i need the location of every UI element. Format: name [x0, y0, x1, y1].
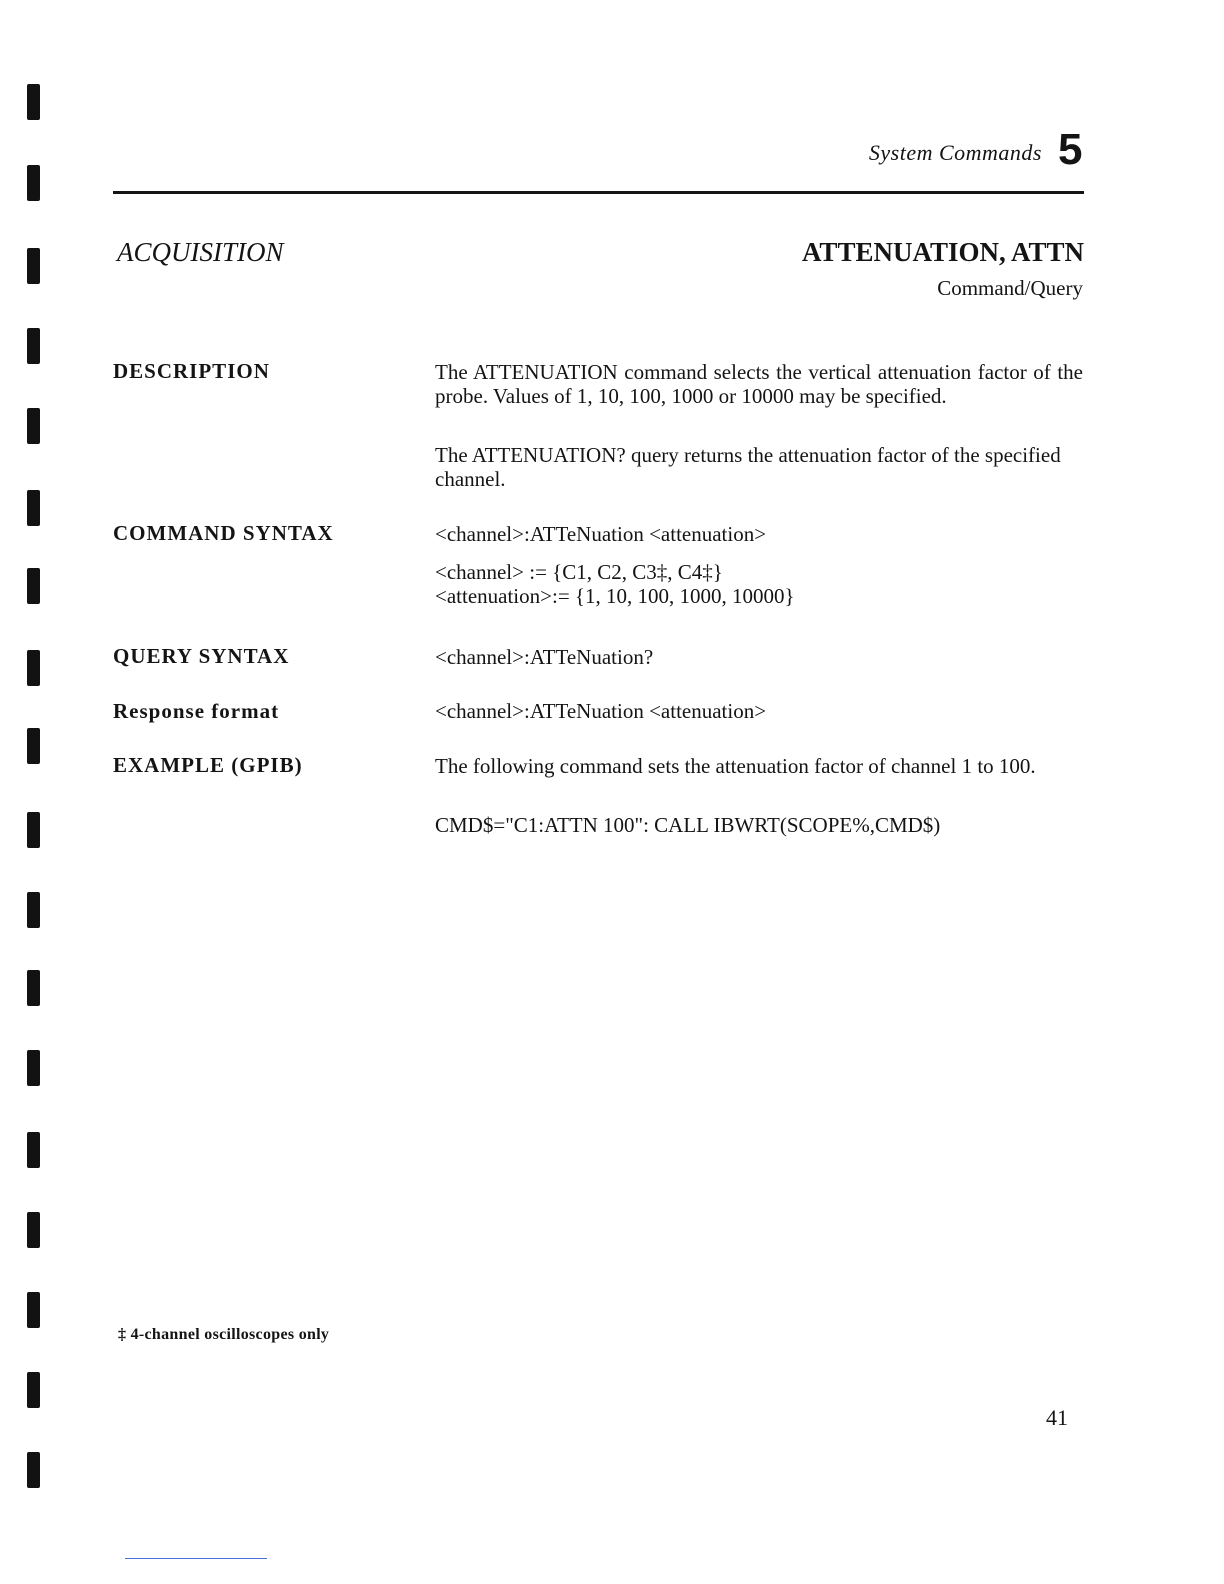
- header-rule: [113, 191, 1084, 194]
- command-type: Command/Query: [937, 276, 1083, 300]
- binder-hole: [27, 1050, 40, 1086]
- binder-hole: [27, 970, 40, 1006]
- description-label: DESCRIPTION: [113, 359, 270, 383]
- binder-hole: [27, 1372, 40, 1408]
- binder-hole: [27, 1292, 40, 1328]
- description-paragraph-2: The ATTENUATION? query returns the attenuation factor of the specified channel.: [435, 443, 1061, 491]
- command-syntax-text: <channel>:ATTeNuation <attenuation>: [435, 522, 767, 546]
- chapter-number: 5: [1058, 125, 1083, 174]
- command-syntax-definitions: [435, 560, 1083, 608]
- page-number: 41: [1046, 1405, 1068, 1430]
- example-code: CMD$="C1:ATTN 100": CALL IBWRT(SCOPE%,CMD$): [435, 813, 941, 837]
- binder-hole: [27, 650, 40, 686]
- binder-hole: [27, 812, 40, 848]
- binder-hole: [27, 490, 40, 526]
- binder-hole: [27, 568, 40, 604]
- section-name: ACQUISITION: [117, 237, 284, 267]
- scan-artifact-line: [125, 1558, 267, 1559]
- command-syntax-label: COMMAND SYNTAX: [113, 521, 334, 545]
- response-format-text: <channel>:ATTeNuation <attenuation>: [435, 699, 767, 723]
- binder-hole: [27, 408, 40, 444]
- query-syntax-label: QUERY SYNTAX: [113, 644, 290, 668]
- binder-hole: [27, 1452, 40, 1488]
- binder-hole: [27, 1212, 40, 1248]
- attenuation-definition: <attenuation>:= {1, 10, 100, 1000, 10000}: [435, 584, 795, 608]
- running-header-title: System Commands: [868, 140, 1042, 165]
- binder-hole: [27, 165, 40, 201]
- binder-hole: [27, 84, 40, 120]
- binder-hole: [27, 248, 40, 284]
- channel-definition: <channel> := {C1, C2, C3‡, C4‡}: [435, 560, 723, 584]
- response-format-label: Response format: [113, 699, 280, 723]
- example-text: The following command sets the attenuation factor of channel 1 to 100.: [435, 754, 1036, 778]
- description-paragraph-1: The ATTENUATION command selects the vertical attenuation factor of the probe. Values of 1, 10, 100, 1000 or 10000 may be specified.: [435, 360, 1083, 408]
- command-title: ATTENUATION, ATTN: [801, 237, 1084, 267]
- binder-hole: [27, 328, 40, 364]
- binder-hole: [27, 1132, 40, 1168]
- example-label: EXAMPLE (GPIB): [113, 753, 303, 777]
- binder-hole: [27, 892, 40, 928]
- footnote: ‡ 4-channel oscilloscopes only: [118, 1326, 330, 1343]
- query-syntax-text: <channel>:ATTeNuation?: [435, 645, 654, 669]
- binder-hole: [27, 728, 40, 764]
